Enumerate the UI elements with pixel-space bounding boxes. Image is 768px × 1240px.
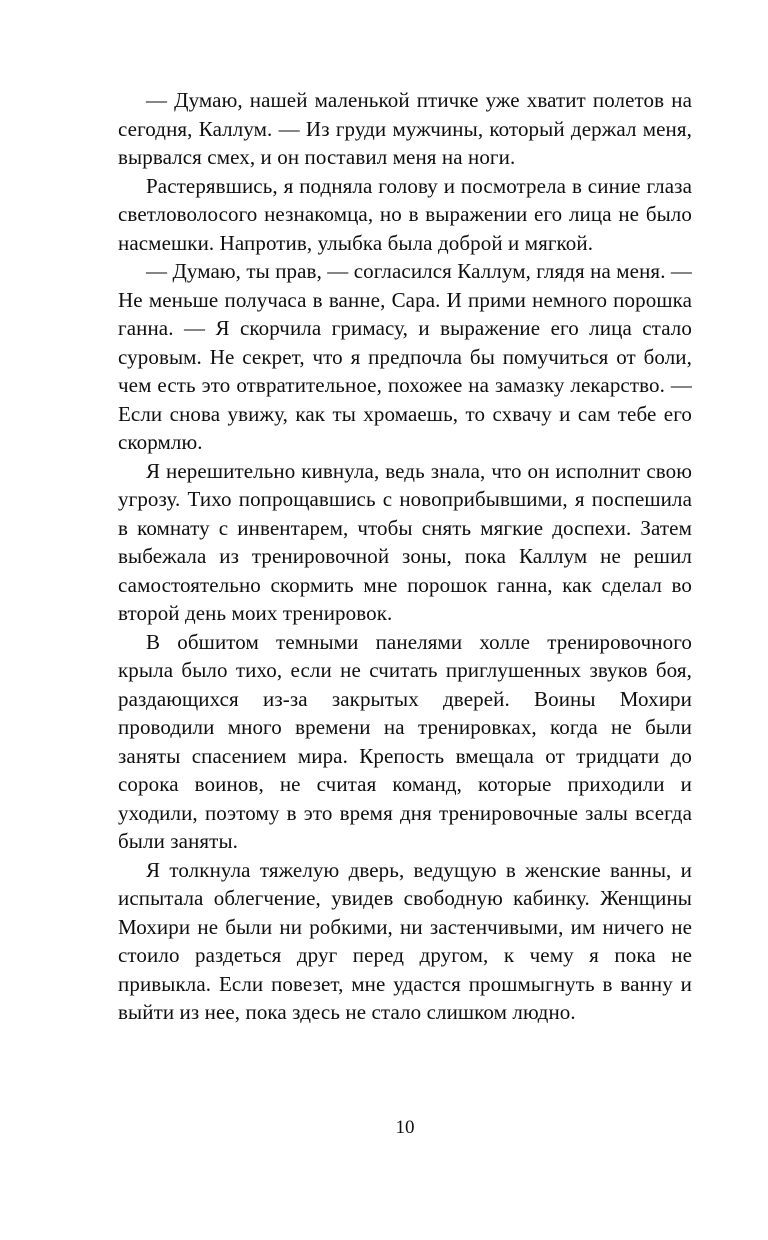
paragraph: — Думаю, нашей маленькой птичке уже хватит полетов на сегодня, Каллум. — Из груди мужчины, который держал меня, вырвался смех, и он поставил меня на ноги. [118, 88, 692, 169]
paragraph: Я толкнула тяжелую дверь, ведущую в женские ванны, и испытала облегчение, увидев свободную кабинку. Женщины Мохири не были ни робкими, ни застенчивыми, им ничего не стоило раздеться друг перед другом, к чему я пока не привыкла. Если повезет, мне удастся прошмыгнуть в ванну и выйти из нее, пока здесь не стало слишком людно. [118, 857, 692, 1024]
body-text [118, 86, 692, 1027]
page-number: 10 [395, 1117, 415, 1138]
paragraph: В обшитом темными панелями холле тренировочного крыла было тихо, если не считать приглушенных звуков боя, раздающихся из-за закрытых дверей. Воины Мохири проводили много времени на тренировках, когда не были заняты спасением мира. Крепость вмещала от тридцати до сорока воинов, не считая команд, которые приходили и уходили, поэтому в это время дня тренировочные залы всегда были заняты. [118, 629, 692, 853]
paragraph: — Думаю, ты прав, — согласился Каллум, глядя на меня. — Не меньше получаса в ванне, Сара. И прими немного порошка ганна. — Я скорчила гримасу, и выражение его лица стало суровым. Не секрет, что я предпочла бы помучиться от боли, чем есть это отвратительное, похожее на замазку лекарство. — Если снова увижу, как ты хромаешь, то схвачу и сам тебе его скормлю. [118, 259, 692, 454]
paragraph: Я нерешительно кивнула, ведь знала, что он исполнит свою угрозу. Тихо попрощавшись с новоприбывшими, я поспешила в комнату с инвентарем, чтобы снять мягкие доспехи. Затем выбежала из тренировочной зоны, пока Каллум не решил самостоятельно скормить мне порошок ганна, как сделал во второй день моих тренировок. [118, 458, 692, 625]
paragraph: Растерявшись, я подняла голову и посмотрела в синие глаза светловолосого незнакомца, но в выражении его лица не было насмешки. Напротив, улыбка была доброй и мягкой. [118, 173, 692, 255]
